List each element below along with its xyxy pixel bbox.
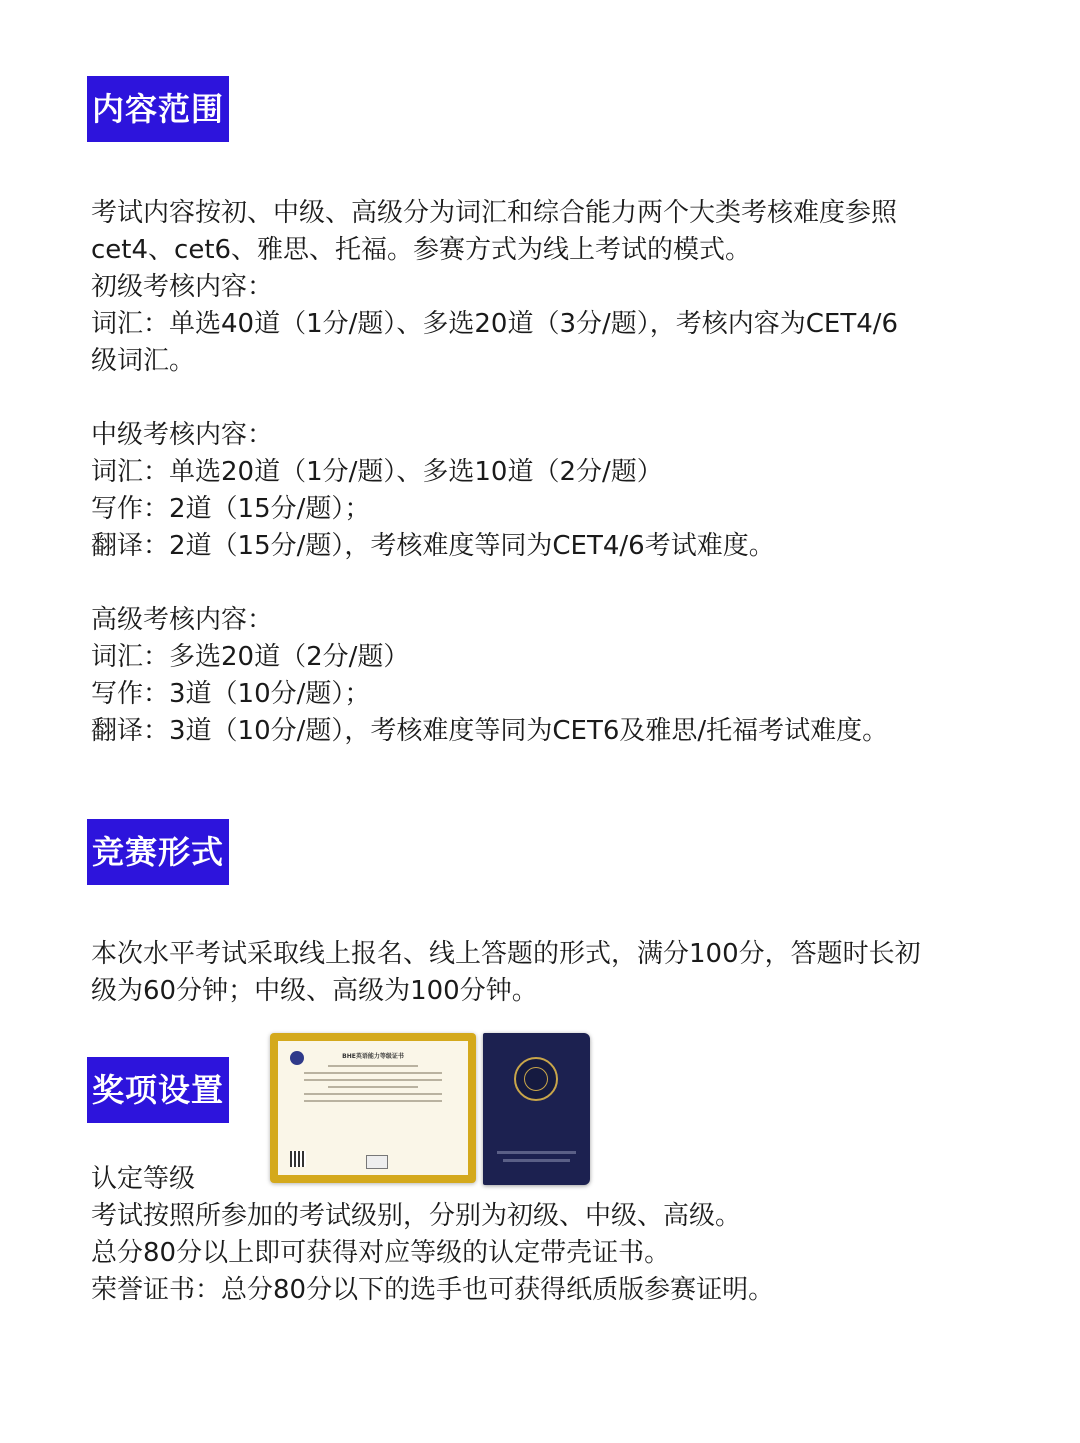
text-line: 词汇：多选20道（2分/题） [91, 642, 410, 672]
text-line: 本次水平考试采取线上报名、线上答题的形式，满分100分，答题时长初 [91, 939, 921, 969]
text-line: 初级考核内容： [91, 272, 274, 302]
certificate-title: BHE英语能力等级证书 [342, 1053, 404, 1060]
text-line: 考试按照所参加的考试级别，分别为初级、中级、高级。 [91, 1201, 742, 1231]
text-line: 词汇：单选20道（1分/题）、多选10道（2分/题） [91, 457, 663, 487]
section-heading-content-scope: 内容范围 [87, 76, 229, 142]
text-line: 词汇：单选40道（1分/题）、多选20道（3分/题），考核内容为CET4/6 [91, 309, 899, 339]
text-line: 荣誉证书：总分80分以下的选手也可获得纸质版参赛证明。 [91, 1275, 775, 1305]
text-line: 翻译：3道（10分/题），考核难度等同为CET6及雅思/托福考试难度。 [91, 716, 889, 746]
text-line: cet4、cet6、雅思、托福。参赛方式为线上考试的模式。 [91, 235, 752, 265]
text-line: 总分80分以上即可获得对应等级的认定带壳证书。 [91, 1238, 671, 1268]
section-competition-format-body [91, 936, 1011, 1010]
section-content-scope-body [91, 195, 1011, 750]
text-line: 高级考核内容： [91, 605, 274, 635]
text-line: 中级考核内容： [91, 420, 274, 450]
text-line: 写作：2道（15分/题）； [91, 494, 371, 524]
section-awards-body [91, 1161, 1011, 1309]
bhe-logo-icon [290, 1051, 304, 1065]
text-line: 认定等级 [91, 1164, 196, 1194]
text-line: 考试内容按初、中级、高级分为词汇和综合能力两个大类考核难度参照 [91, 198, 898, 228]
bhe-emblem-icon [514, 1057, 558, 1101]
section-heading-awards: 奖项设置 [87, 1057, 229, 1123]
text-line: 级为60分钟；中级、高级为100分钟。 [91, 976, 538, 1006]
text-line: 翻译：2道（15分/题），考核难度等同为CET4/6考试难度。 [91, 531, 775, 561]
text-line: 写作：3道（10分/题）； [91, 679, 371, 709]
section-heading-competition-format: 竞赛形式 [87, 819, 229, 885]
text-line: 级词汇。 [91, 346, 196, 376]
